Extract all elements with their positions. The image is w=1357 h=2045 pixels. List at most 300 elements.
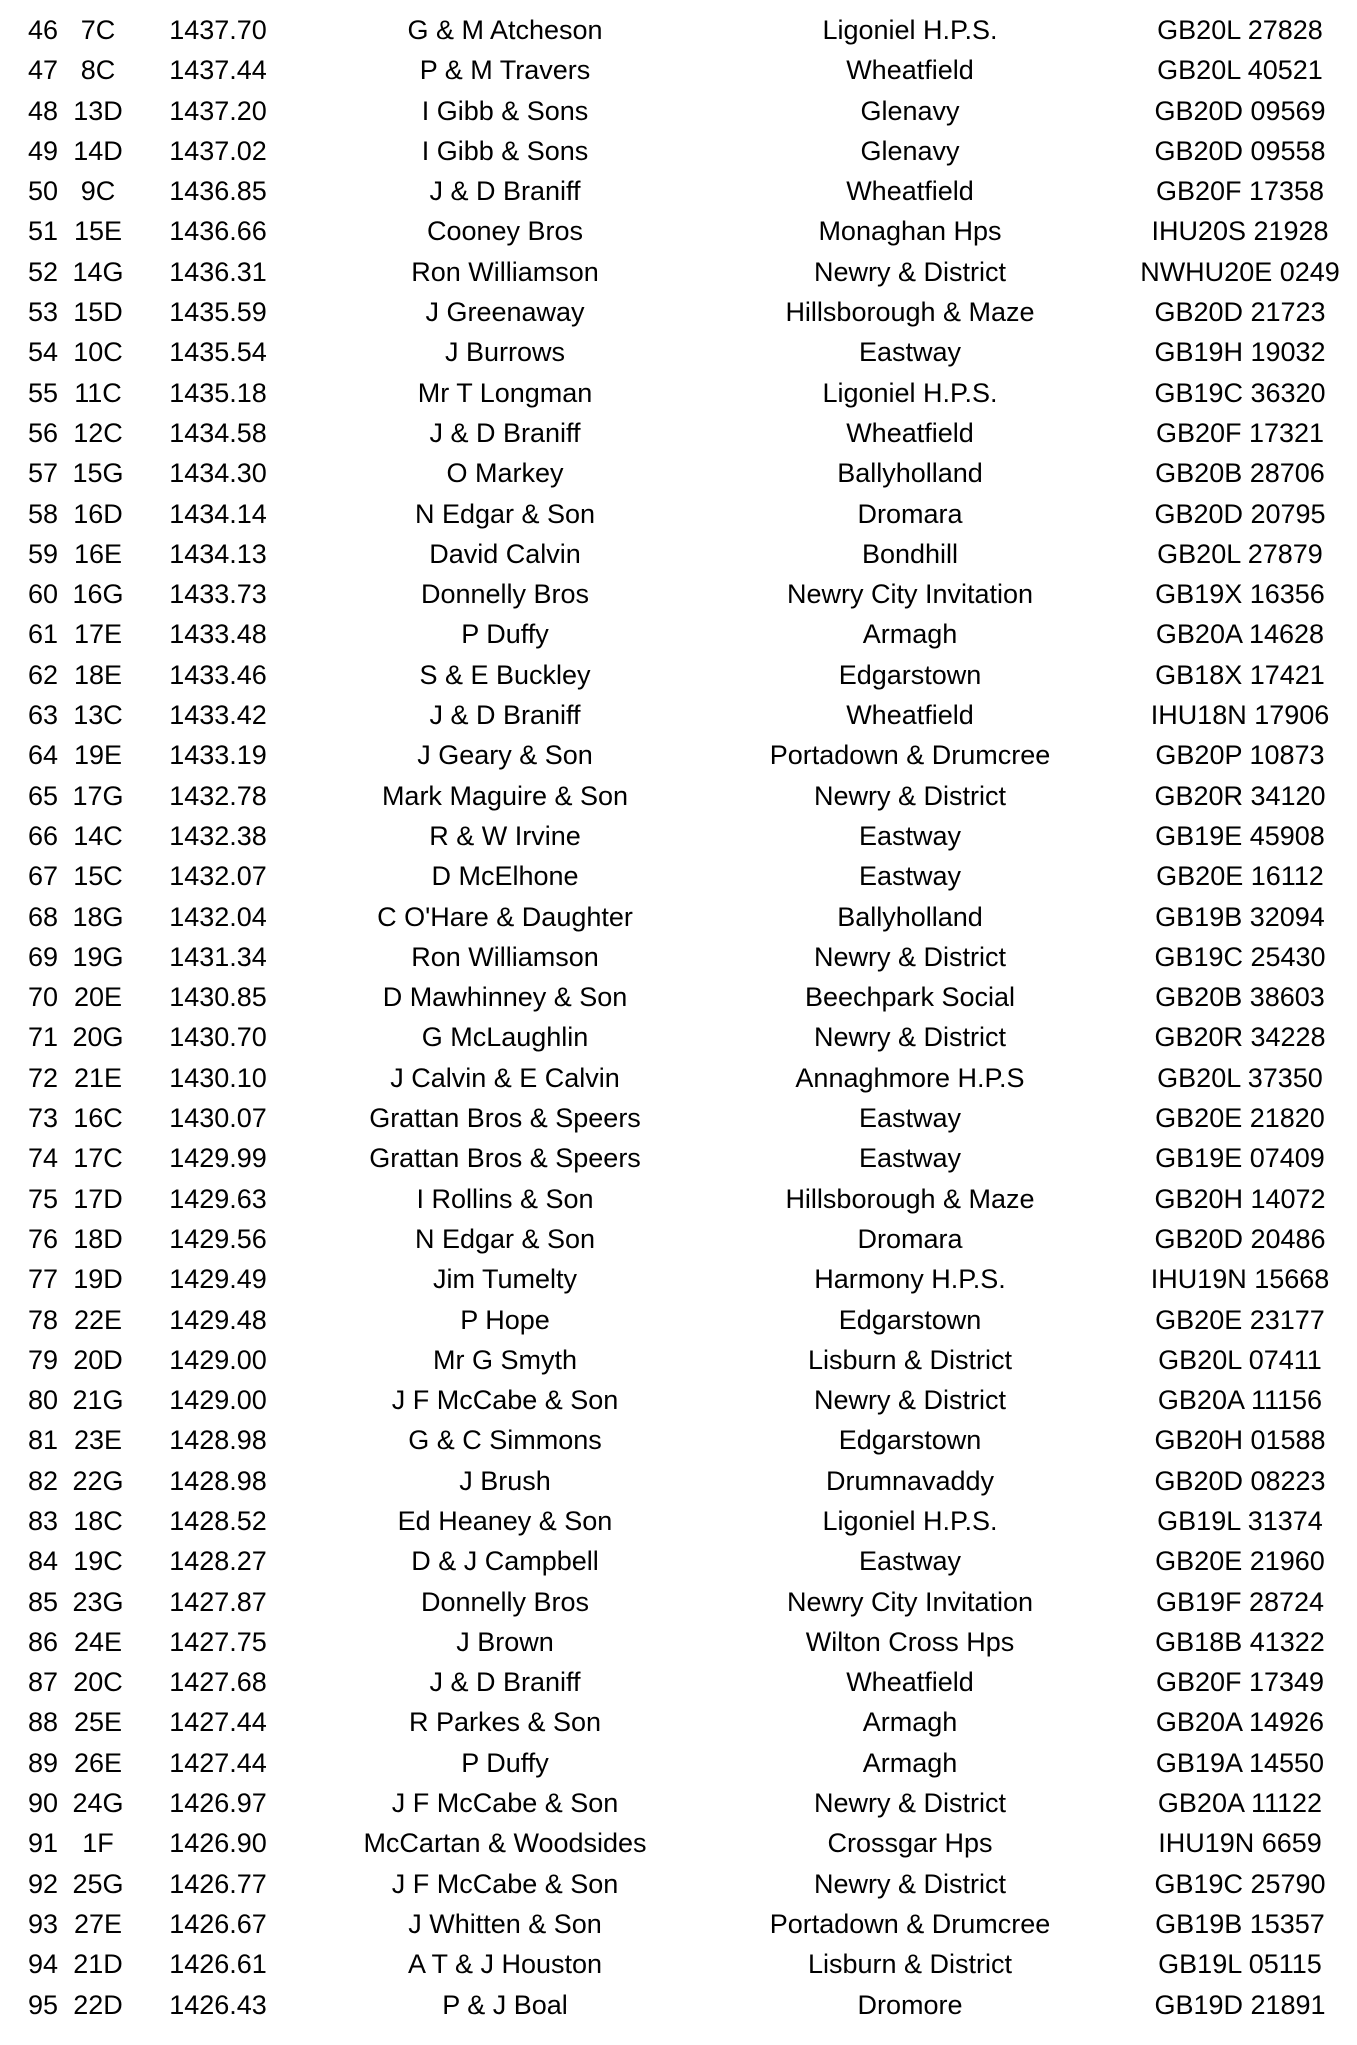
club-cell: Wheatfield [846,55,974,86]
fancier-name-cell: J & D Braniff [429,417,581,448]
position-cell: 91 [27,1828,58,1859]
fancier-name-cell: McCartan & Woodsides [363,1828,647,1859]
club-cell: Armagh [862,619,958,650]
club-cell: Glenavy [860,95,960,126]
fancier-name-cell: Mr G Smyth [432,1344,577,1375]
ring-number-cell: GB18X 17421 [1155,659,1325,690]
position-cell: 58 [27,498,58,529]
ring-number-cell: IHU20S 21928 [1151,216,1329,247]
ref-cell: 1F [82,1828,114,1859]
ref-cell: 15C [73,861,123,892]
velocity-cell: 1433.19 [169,740,267,771]
table-row [0,494,1357,534]
ref-cell: 20C [73,1667,123,1698]
position-cell: 86 [27,1626,58,1657]
velocity-cell: 1434.58 [169,417,267,448]
table-row [0,614,1357,654]
ring-number-cell: GB19F 28724 [1155,1586,1325,1617]
table-row [0,332,1357,372]
club-cell: Ligoniel H.P.S. [822,377,998,408]
ring-number-cell: GB20E 21820 [1155,1103,1325,1134]
ref-cell: 15G [72,458,124,489]
table-row [0,1702,1357,1742]
velocity-cell: 1433.42 [169,700,267,731]
ref-cell: 24G [72,1788,124,1819]
ref-cell: 21D [73,1949,123,1980]
fancier-name-cell: P & M Travers [419,55,591,86]
fancier-name-cell: P & J Boal [442,1989,568,2020]
club-cell: Eastway [858,1143,962,1174]
velocity-cell: 1426.90 [169,1828,267,1859]
ring-number-cell: GB20B 28706 [1155,458,1325,489]
club-cell: Edgarstown [838,1304,982,1335]
ring-number-cell: IHU19N 6659 [1158,1828,1322,1859]
velocity-cell: 1430.70 [169,1022,267,1053]
velocity-cell: 1433.73 [169,579,267,610]
position-cell: 89 [27,1747,58,1778]
table-row [0,131,1357,171]
position-cell: 85 [27,1586,58,1617]
position-cell: 82 [27,1465,58,1496]
table-row [0,776,1357,816]
ref-cell: 16E [73,538,123,569]
ring-number-cell: GB20A 11156 [1157,1385,1323,1416]
position-cell: 66 [27,820,58,851]
fancier-name-cell: D Mawhinney & Son [382,982,628,1013]
velocity-cell: 1436.85 [169,176,267,207]
club-cell: Ligoniel H.P.S. [822,15,998,45]
fancier-name-cell: N Edgar & Son [414,498,596,529]
ref-cell: 18G [72,901,124,932]
fancier-name-cell: J Greenaway [425,297,585,328]
velocity-cell: 1433.48 [169,619,267,650]
velocity-cell: 1434.13 [169,538,267,569]
club-cell: Lisburn & District [807,1344,1013,1375]
ring-number-cell: GB20A 14926 [1155,1707,1325,1738]
velocity-cell: 1426.61 [169,1949,267,1980]
table-row [0,735,1357,775]
fancier-name-cell: Mr T Longman [417,377,593,408]
fancier-name-cell: P Hope [460,1304,550,1335]
position-cell: 46 [27,15,58,45]
ring-number-cell: GB19A 14550 [1155,1747,1325,1778]
position-cell: 71 [27,1022,58,1053]
position-cell: 65 [27,780,58,811]
club-cell: Ballyholland [837,901,983,932]
table-row [0,292,1357,332]
ref-cell: 23G [72,1586,124,1617]
position-cell: 80 [27,1385,58,1416]
club-cell: Harmony H.P.S. [814,1264,1006,1295]
ref-cell: 22E [73,1304,123,1335]
table-row [0,1380,1357,1420]
fancier-name-cell: J F McCabe & Son [391,1385,619,1416]
table-row [0,695,1357,735]
table-row [0,1340,1357,1380]
club-cell: Drumnavaddy [825,1465,995,1496]
ring-number-cell: GB20A 11122 [1157,1788,1323,1819]
ref-cell: 19G [72,941,124,972]
club-cell: Wheatfield [846,1667,974,1698]
position-cell: 69 [27,941,58,972]
position-cell: 76 [27,1223,58,1254]
velocity-cell: 1437.44 [169,55,267,86]
fancier-name-cell: A T & J Houston [407,1949,603,1980]
ring-number-cell: GB20L 27879 [1157,538,1323,569]
table-row [0,373,1357,413]
ring-number-cell: GB18B 41322 [1155,1626,1325,1657]
table-row [0,1985,1357,2025]
club-cell: Armagh [862,1707,958,1738]
velocity-cell: 1428.27 [169,1546,267,1577]
club-cell: Ligoniel H.P.S. [822,1505,998,1536]
table-row [0,1622,1357,1662]
fancier-name-cell: Ron Williamson [411,941,599,972]
ring-number-cell: GB20L 07411 [1158,1344,1322,1375]
ring-number-cell: GB19C 36320 [1154,377,1326,408]
ref-cell: 8C [80,55,116,86]
club-cell: Monaghan Hps [818,216,1002,247]
club-cell: Annaghmore H.P.S [795,1062,1025,1093]
club-cell: Wheatfield [846,700,974,731]
club-cell: Newry City Invitation [786,579,1034,610]
velocity-cell: 1429.49 [169,1264,267,1295]
ring-number-cell: GB19C 25430 [1154,941,1326,972]
club-cell: Glenavy [860,135,960,166]
velocity-cell: 1430.07 [169,1103,267,1134]
ring-number-cell: GB20R 34228 [1154,1022,1326,1053]
ref-cell: 9C [80,176,116,207]
ring-number-cell: GB20F 17321 [1155,417,1325,448]
ring-number-cell: GB19X 16356 [1155,579,1325,610]
velocity-cell: 1435.59 [169,297,267,328]
ref-cell: 26E [73,1747,123,1778]
position-cell: 73 [27,1103,58,1134]
fancier-name-cell: I Rollins & Son [416,1183,594,1214]
ring-number-cell: NWHU20E 0249 [1140,256,1340,287]
club-cell: Hillsborough & Maze [785,297,1035,328]
table-row [0,897,1357,937]
ring-number-cell: GB20D 09569 [1154,95,1326,126]
club-cell: Eastway [858,1546,962,1577]
position-cell: 64 [27,740,58,771]
fancier-name-cell: Ron Williamson [411,256,599,287]
ref-cell: 14D [73,135,123,166]
table-row [0,1501,1357,1541]
fancier-name-cell: C O'Hare & Daughter [377,901,633,932]
velocity-cell: 1428.52 [169,1505,267,1536]
fancier-name-cell: R & W Irvine [429,820,581,851]
velocity-cell: 1435.18 [169,377,267,408]
club-cell: Bondhill [861,538,959,569]
velocity-cell: 1437.02 [169,135,267,166]
velocity-cell: 1428.98 [169,1425,267,1456]
fancier-name-cell: P Duffy [461,1747,549,1778]
velocity-cell: 1427.44 [169,1707,267,1738]
table-row [0,816,1357,856]
club-cell: Newry & District [813,1385,1006,1416]
velocity-cell: 1435.54 [169,337,267,368]
position-cell: 56 [27,417,58,448]
velocity-cell: 1426.77 [169,1868,267,1899]
table-row [0,1823,1357,1863]
ring-number-cell: GB19H 19032 [1154,337,1326,368]
fancier-name-cell: I Gibb & Sons [421,135,589,166]
position-cell: 62 [27,659,58,690]
ref-cell: 12C [73,417,123,448]
table-row [0,1582,1357,1622]
velocity-cell: 1437.20 [169,95,267,126]
velocity-cell: 1429.48 [169,1304,267,1335]
position-cell: 92 [27,1868,58,1899]
position-cell: 77 [27,1264,58,1295]
club-cell: Dromore [857,1989,963,2020]
ring-number-cell: GB19B 32094 [1155,901,1325,932]
fancier-name-cell: N Edgar & Son [414,1223,596,1254]
ring-number-cell: GB19E 45908 [1155,820,1325,851]
table-row [0,1259,1357,1299]
club-cell: Eastway [858,820,962,851]
table-row [0,413,1357,453]
table-row [0,1944,1357,1984]
ref-cell: 11C [74,377,122,408]
fancier-name-cell: J Brown [456,1626,554,1657]
table-row [0,1541,1357,1581]
velocity-cell: 1429.00 [169,1385,267,1416]
position-cell: 47 [27,55,58,86]
club-cell: Lisburn & District [807,1949,1013,1980]
ref-cell: 27E [73,1908,123,1939]
ref-cell: 7C [80,15,116,45]
ref-cell: 13C [73,700,123,731]
fancier-name-cell: D McElhone [431,861,579,892]
ring-number-cell: GB20D 21723 [1154,297,1326,328]
fancier-name-cell: J & D Braniff [429,176,581,207]
fancier-name-cell: Mark Maguire & Son [381,780,629,811]
fancier-name-cell: J & D Braniff [429,700,581,731]
velocity-cell: 1431.34 [169,941,267,972]
fancier-name-cell: J F McCabe & Son [391,1788,619,1819]
ring-number-cell: GB20E 16112 [1156,861,1324,892]
position-cell: 61 [27,619,58,650]
table-row [0,10,1357,50]
velocity-cell: 1432.78 [169,780,267,811]
club-cell: Hillsborough & Maze [785,1183,1035,1214]
position-cell: 63 [27,700,58,731]
ring-number-cell: GB20E 21960 [1155,1546,1325,1577]
ref-cell: 21G [72,1385,124,1416]
table-row [0,977,1357,1017]
position-cell: 68 [27,901,58,932]
club-cell: Wheatfield [846,176,974,207]
fancier-name-cell: I Gibb & Sons [421,95,589,126]
ref-cell: 10C [73,337,123,368]
fancier-name-cell: G & M Atcheson [407,15,603,45]
position-cell: 74 [27,1143,58,1174]
position-cell: 93 [27,1908,58,1939]
club-cell: Newry & District [813,1022,1006,1053]
ring-number-cell: GB19E 07409 [1155,1143,1325,1174]
ring-number-cell: GB20D 08223 [1154,1465,1326,1496]
ref-cell: 18C [73,1505,123,1536]
ref-cell: 18D [73,1223,123,1254]
ring-number-cell: GB20F 17358 [1155,176,1325,207]
table-row [0,1864,1357,1904]
club-cell: Edgarstown [838,1425,982,1456]
club-cell: Eastway [858,861,962,892]
ref-cell: 17E [73,619,123,650]
fancier-name-cell: Grattan Bros & Speers [369,1143,641,1174]
position-cell: 87 [27,1667,58,1698]
fancier-name-cell: P Duffy [461,619,549,650]
table-row [0,1300,1357,1340]
ref-cell: 22G [72,1465,124,1496]
ring-number-cell: GB19D 21891 [1154,1989,1326,2020]
table-row [0,1179,1357,1219]
position-cell: 84 [27,1546,58,1577]
velocity-cell: 1430.10 [169,1062,267,1093]
club-cell: Newry & District [813,1788,1006,1819]
ref-cell: 17C [73,1143,123,1174]
club-cell: Newry & District [813,1868,1006,1899]
position-cell: 51 [27,216,58,247]
ref-cell: 22D [73,1989,123,2020]
table-row [0,655,1357,695]
fancier-name-cell: J Calvin & E Calvin [390,1062,620,1093]
table-row [0,252,1357,292]
results-table [0,10,1357,2025]
velocity-cell: 1427.75 [169,1626,267,1657]
velocity-cell: 1436.66 [169,216,267,247]
ring-number-cell: GB19B 15357 [1155,1908,1325,1939]
club-cell: Eastway [858,337,962,368]
ring-number-cell: GB20D 20486 [1154,1223,1326,1254]
position-cell: 53 [27,297,58,328]
ring-number-cell: GB20F 17349 [1155,1667,1325,1698]
fancier-name-cell: D & J Campbell [411,1546,599,1577]
fancier-name-cell: J Burrows [444,337,566,368]
position-cell: 55 [27,377,58,408]
ref-cell: 25G [72,1868,124,1899]
table-row [0,171,1357,211]
table-row [0,1743,1357,1783]
table-row [0,1138,1357,1178]
table-row [0,1783,1357,1823]
ring-number-cell: GB20H 01588 [1154,1425,1326,1456]
fancier-name-cell: J Geary & Son [417,740,593,771]
fancier-name-cell: Donnelly Bros [420,579,590,610]
position-cell: 88 [27,1707,58,1738]
ref-cell: 17G [72,780,124,811]
club-cell: Newry & District [813,256,1006,287]
position-cell: 79 [27,1344,58,1375]
fancier-name-cell: J Whitten & Son [408,1908,602,1939]
ref-cell: 16G [72,579,124,610]
fancier-name-cell: G & C Simmons [408,1425,602,1456]
velocity-cell: 1429.63 [169,1183,267,1214]
ring-number-cell: IHU19N 15668 [1150,1264,1330,1295]
position-cell: 81 [27,1425,58,1456]
position-cell: 78 [27,1304,58,1335]
ring-number-cell: GB20R 34120 [1154,780,1326,811]
ref-cell: 19C [73,1546,123,1577]
ref-cell: 17D [73,1183,123,1214]
fancier-name-cell: David Calvin [429,538,581,569]
ref-cell: 23E [73,1425,123,1456]
velocity-cell: 1437.70 [169,15,267,45]
ring-number-cell: GB20L 37350 [1157,1062,1323,1093]
table-row [0,453,1357,493]
position-cell: 57 [27,458,58,489]
velocity-cell: 1432.04 [169,901,267,932]
club-cell: Portadown & Drumcree [769,740,1051,771]
club-cell: Beechpark Social [804,982,1016,1013]
fancier-name-cell: Grattan Bros & Speers [369,1103,641,1134]
fancier-name-cell: J Brush [459,1465,551,1496]
position-cell: 49 [27,135,58,166]
fancier-name-cell: O Markey [446,458,564,489]
velocity-cell: 1426.97 [169,1788,267,1819]
position-cell: 90 [27,1788,58,1819]
position-cell: 52 [27,256,58,287]
position-cell: 67 [27,861,58,892]
velocity-cell: 1434.30 [169,458,267,489]
ring-number-cell: GB19L 31374 [1157,1505,1323,1536]
ring-number-cell: GB20L 40521 [1157,55,1323,86]
ring-number-cell: GB20H 14072 [1154,1183,1326,1214]
velocity-cell: 1433.46 [169,659,267,690]
ref-cell: 15E [73,216,123,247]
ring-number-cell: GB20D 20795 [1154,498,1326,529]
velocity-cell: 1434.14 [169,498,267,529]
club-cell: Wheatfield [846,417,974,448]
position-cell: 60 [27,579,58,610]
position-cell: 70 [27,982,58,1013]
fancier-name-cell: R Parkes & Son [408,1707,602,1738]
fancier-name-cell: Cooney Bros [426,216,584,247]
table-row [0,574,1357,614]
ref-cell: 25E [73,1707,123,1738]
velocity-cell: 1436.31 [169,256,267,287]
table-row [0,1098,1357,1138]
club-cell: Edgarstown [838,659,982,690]
velocity-cell: 1426.67 [169,1908,267,1939]
ring-number-cell: GB19C 25790 [1154,1868,1326,1899]
table-row [0,1219,1357,1259]
velocity-cell: 1429.56 [169,1223,267,1254]
ref-cell: 20G [72,1022,124,1053]
ref-cell: 19D [73,1264,123,1295]
position-cell: 59 [27,538,58,569]
fancier-name-cell: Jim Tumelty [432,1264,578,1295]
club-cell: Dromara [857,1223,963,1254]
ref-cell: 19E [73,740,123,771]
position-cell: 72 [27,1062,58,1093]
velocity-cell: 1432.38 [169,820,267,851]
ring-number-cell: GB20D 09558 [1154,135,1326,166]
velocity-cell: 1432.07 [169,861,267,892]
table-row [0,1058,1357,1098]
club-cell: Newry City Invitation [786,1586,1034,1617]
fancier-name-cell: G McLaughlin [421,1022,589,1053]
fancier-name-cell: Donnelly Bros [420,1586,590,1617]
table-row [0,937,1357,977]
ref-cell: 14G [72,256,124,287]
velocity-cell: 1429.00 [169,1344,267,1375]
position-cell: 83 [27,1505,58,1536]
ring-number-cell: IHU18N 17906 [1150,700,1330,731]
ref-cell: 18E [73,659,123,690]
